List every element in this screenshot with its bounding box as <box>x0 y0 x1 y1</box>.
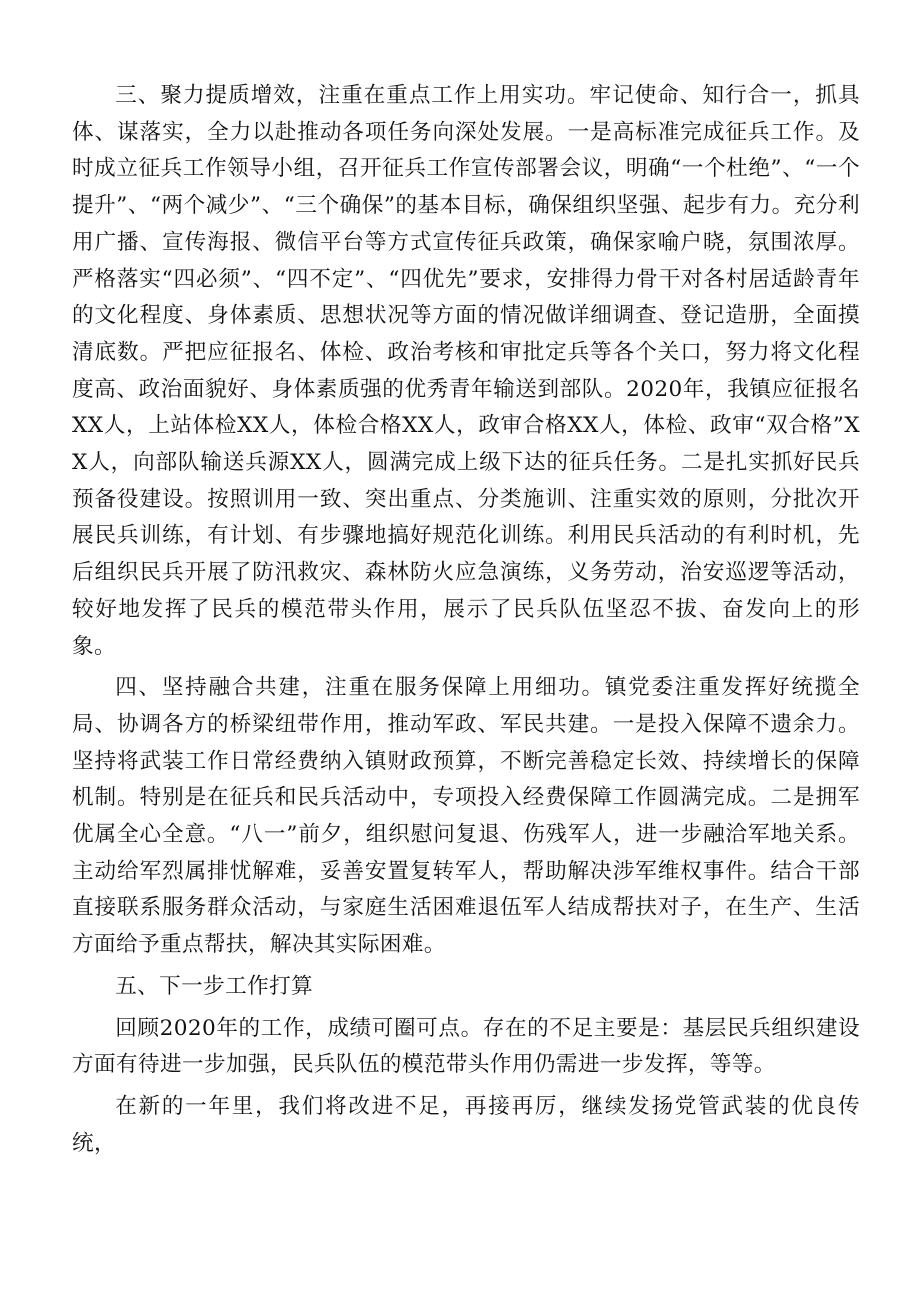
section-five-heading: 五、下一步工作打算 <box>115 973 314 999</box>
section-three-paragraph: 三、聚力提质增效，注重在重点工作上用实功。牢记使命、知行合一，抓具体、谋落实，全力以赴推动各项任务向深处发展。一是高标准完成征兵工作。及时成立征兵工作领导小组，召开征兵工作宣传部署会议，明确“一个杜绝”、“一个提升”、“两个减少”、“三个确保”的基本目标，确保组织坚强、起步有力。充分利用广播、宣传海报、微信平台等方式宣传征兵政策，确保家喻户晓，氛围浓厚。严格落实“四必须”、“四不定”、“四优先”要求，安排得力骨干对各村居适龄青年的文化程度、身体素质、思想状况等方面的情况做详细调查、登记造册，全面摸清底数。严把应征报名、体检、政治考核和审批定兵等各个关口，努力将文化程度高、政治面貌好、身体素质强的优秀青年输送到部队。2020年，我镇应征报名XX人，上站体检XX人，体检合格XX人，政审合格XX人，体检、政审“双合格”XX人，向部队输送兵源XX人，圆满完成上级下达的征兵任务。二是扎实抓好民兵预备役建设。按照训用一致、突出重点、分类施训、注重实效的原则，分批次开展民兵训练，有计划、有步骤地搞好规范化训练。利用民兵活动的有利时机，先后组织民兵开展了防汛救灾、森林防火应急演练，义务劳动，治安巡逻等活动，较好地发挥了民兵的模范带头作用，展示了民兵队伍坚忍不拔、奋发向上的形象。 <box>72 83 860 659</box>
section-four-paragraph: 四、坚持融合共建，注重在服务保障上用细功。镇党委注重发挥好统揽全局、协调各方的桥梁纽带作用，推动军政、军民共建。一是投入保障不遗余力。坚持将武装工作日常经费纳入镇财政预算，不断完善稳定长效、持续增长的保障机制。特别是在征兵和民兵活动中，专项投入经费保障工作圆满完成。二是拥军优属全心全意。“八一”前夕，组织慰问复退、伤残军人，进一步融洽军地关系。主动给军烈属排忧解难，妥善安置复转军人，帮助解决涉军维权事件。结合干部直接联系服务群众活动，与家庭生活困难退伍军人结成帮扶对子，在生产、生活方面给予重点帮扶，解决其实际困难。 <box>72 675 860 958</box>
outlook-paragraph: 在新的一年里，我们将改进不足，再接再厉，继续发扬党管武装的优良传统， <box>72 1093 860 1156</box>
review-paragraph: 回顾2020年的工作，成绩可圈可点。存在的不足主要是：基层民兵组织建设方面有待进一步加强，民兵队伍的模范带头作用仍需进一步发挥，等等。 <box>72 1015 860 1078</box>
